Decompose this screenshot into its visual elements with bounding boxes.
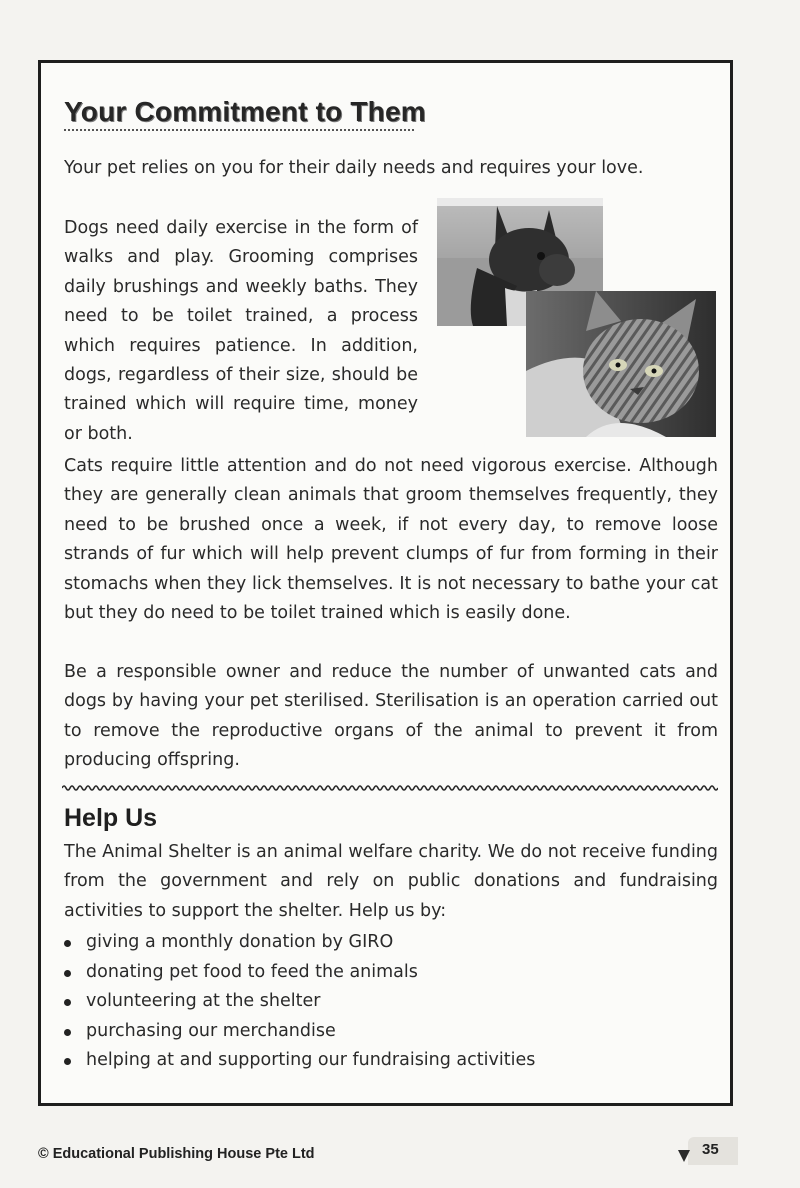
page-number: 35	[702, 1141, 719, 1158]
bullet-icon	[64, 970, 71, 977]
help-us-paragraph: The Animal Shelter is an animal welfare charity. We do not receive funding from the government and rely on public donations and fundraising activities to support the shelter. Help us by:	[64, 842, 718, 921]
cats-paragraph: Cats require little attention and do not need vigorous exercise. Although they are generally clean animals that groom themselves frequently, they need to be brushed once a week, if not every day, to remove loose strands of fur which will help prevent clumps of fur from forming in their stomachs when they lick themselves. It is not necessary to bathe your cat but they do need to be toilet trained which is easily done.	[64, 456, 718, 624]
list-item-text: helping at and supporting our fundraising activities	[86, 1050, 536, 1071]
cat-photo	[526, 291, 716, 437]
bullet-icon	[64, 940, 71, 947]
copyright-text: © Educational Publishing House Pte Ltd	[38, 1146, 315, 1162]
list-item	[64, 958, 724, 988]
owner-paragraph: Be a responsible owner and reduce the number of unwanted cats and dogs by having your pet sterilised. Sterilisation is an operation carried out to remove the reproductive organs of the animal to prevent it from producing offspring.	[64, 662, 718, 771]
help-list	[64, 928, 724, 1076]
bullet-icon	[64, 1058, 71, 1065]
wavy-divider	[62, 782, 718, 794]
help-us-heading: Help Us	[64, 804, 158, 832]
list-item-text: giving a monthly donation by GIRO	[86, 932, 394, 952]
triangle-icon	[678, 1150, 690, 1162]
dogs-paragraph: Dogs need daily exercise in the form of walks and play. Grooming comprises daily brushings and weekly baths. They need to be toilet trained, a process which requires patience. In addition, dogs, regardless of their size, should be trained which will require time, money or both.	[64, 218, 418, 444]
list-item	[64, 987, 724, 1017]
bullet-icon	[64, 1029, 71, 1036]
bullet-icon	[64, 999, 71, 1006]
section-title: Your Commitment to Them	[64, 96, 426, 127]
list-item	[64, 1046, 724, 1076]
list-item-text: volunteering at the shelter	[86, 991, 321, 1012]
title-underline	[64, 129, 414, 131]
list-item	[64, 1017, 724, 1047]
intro-paragraph: Your pet relies on you for their daily needs and requires your love.	[64, 158, 644, 178]
list-item	[64, 928, 724, 958]
list-item-text: purchasing our merchandise	[86, 1020, 336, 1041]
list-item-text: donating pet food to feed the animals	[86, 961, 418, 982]
